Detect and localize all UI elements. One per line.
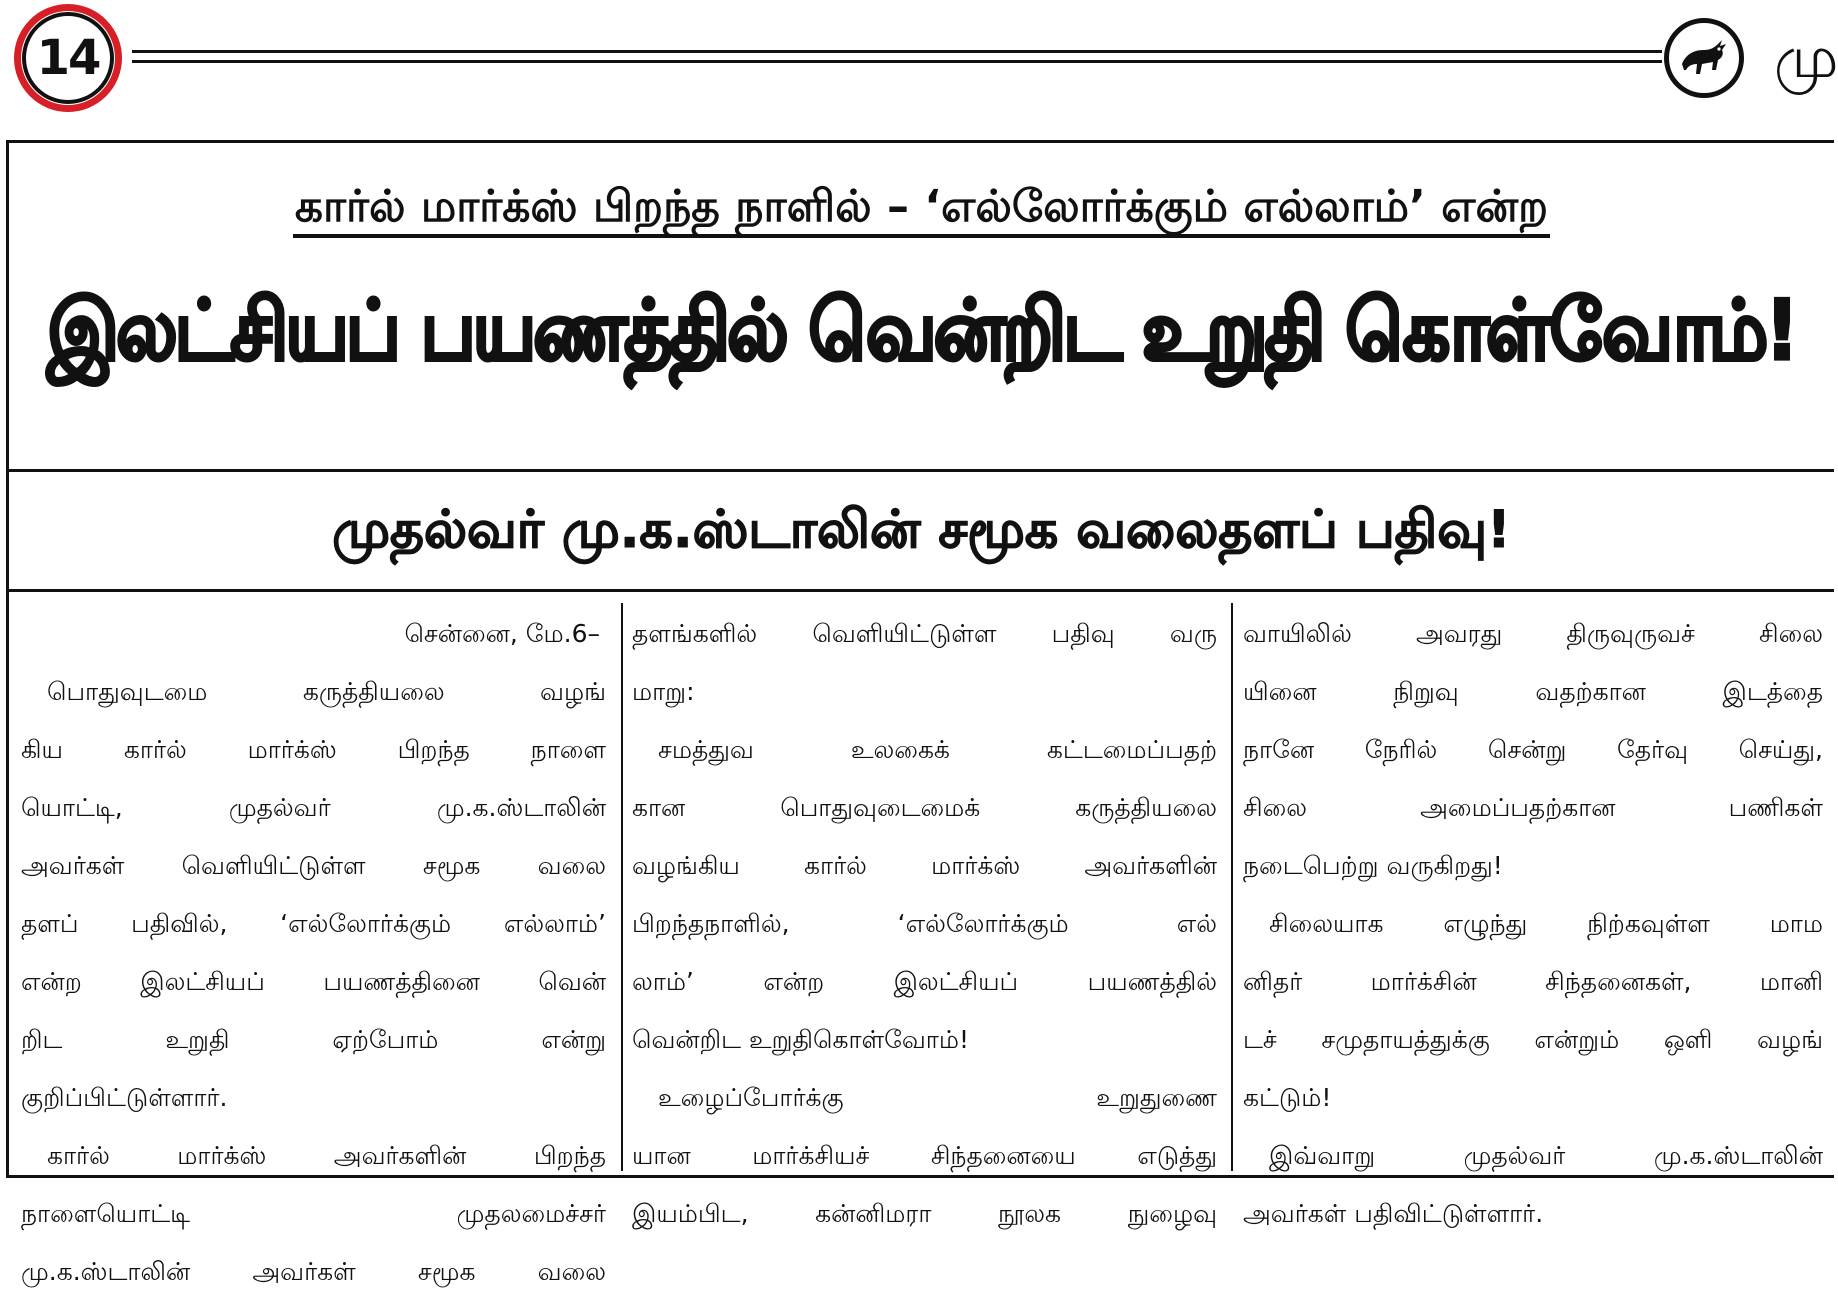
- body-line: பொதுவுடமை கருத்தியலை வழங்: [47, 677, 606, 706]
- body-line: வழங்கிய கார்ல் மார்க்ஸ் அவர்களின்: [632, 851, 1217, 880]
- body-line: யான மார்க்சியச் சிந்தனையை எடுத்து: [632, 1141, 1217, 1170]
- body-line: லாம்’ என்ற இலட்சியப் பயணத்தில்: [632, 967, 1217, 996]
- article-column-3: [1243, 605, 1823, 1228]
- column-divider: [621, 603, 623, 1171]
- body-line: என்ற இலட்சியப் பயணத்தினை வென்: [21, 967, 606, 996]
- article-box: [6, 140, 1834, 1286]
- header-rule-bottom: [132, 60, 1662, 63]
- body-line: குறிப்பிட்டுள்ளார்.: [21, 1083, 228, 1112]
- body-line: அவர்கள் வெளியிட்டுள்ள சமூக வலை: [21, 851, 606, 880]
- body-line: நானே நேரில் சென்று தேர்வு செய்து,: [1243, 735, 1823, 764]
- body-line: றிட உறுதி ஏற்போம் என்று: [21, 1025, 606, 1054]
- body-line: னிதர் மார்க்சின் சிந்தனைகள், மானி: [1243, 967, 1823, 996]
- body-line: யினை நிறுவு வதற்கான இடத்தை: [1243, 677, 1823, 706]
- body-line: சமத்துவ உலகைக் கட்டமைப்பதற்: [658, 735, 1217, 764]
- headline: இலட்சியப் பயணத்தில் வென்றிட உறுதி கொள்வோம்!: [47, 282, 1796, 380]
- masthead-fragment: மு: [1774, 23, 1838, 91]
- subheadline: முதல்வர் மு.க.ஸ்டாலின் சமூக வலைதளப் பதிவு!: [332, 500, 1511, 560]
- header-rule-top: [132, 50, 1662, 53]
- article-column-2: [632, 605, 1217, 1228]
- body-line: கார்ல் மார்க்ஸ் அவர்களின் பிறந்த: [47, 1141, 606, 1170]
- kicker-text: கார்ல் மார்க்ஸ் பிறந்த நாளில் – ‘எல்லோர்க்கும் எல்லாம்’ என்ற: [293, 181, 1550, 238]
- kicker: [9, 181, 1834, 238]
- body-line: உழைப்போர்க்கு உறுதுணை: [658, 1083, 1217, 1112]
- body-line: கிய கார்ல் மார்க்ஸ் பிறந்த நாளை: [21, 735, 606, 764]
- body-line: வாயிலில் அவரது திருவுருவச் சிலை: [1243, 619, 1823, 648]
- body-line: பிறந்தநாளில், ‘எல்லோர்க்கும் எல்: [632, 909, 1217, 938]
- body-line: மாறு:: [632, 677, 695, 706]
- body-line: நடைபெற்று வருகிறது!: [1243, 851, 1503, 880]
- article-column-1: [21, 605, 606, 1286]
- body-line: இயம்பிட, கன்னிமரா நூலக நுழைவு: [632, 1199, 1217, 1228]
- body-line: மு.க.ஸ்டாலின் அவர்கள் சமூக வலை: [21, 1257, 606, 1286]
- body-line: வென்றிட உறுதிகொள்வோம்!: [632, 1025, 969, 1054]
- body-line: யொட்டி, முதல்வர் மு.க.ஸ்டாலின்: [21, 793, 606, 822]
- body-line: டச் சமுதாயத்துக்கு என்றும் ஒளி வழங்: [1243, 1025, 1823, 1054]
- dateline: சென்னை, மே.6–: [404, 619, 600, 648]
- body-line: கட்டும்!: [1243, 1083, 1332, 1112]
- body-line: தளங்களில் வெளியிட்டுள்ள பதிவு வரு: [632, 619, 1217, 648]
- body-line: அவர்கள் பதிவிட்டுள்ளார்.: [1243, 1199, 1544, 1228]
- body-line: கான பொதுவுடைமைக் கருத்தியலை: [632, 793, 1217, 822]
- page-number: 14: [22, 12, 114, 104]
- page-number-badge: [14, 4, 122, 112]
- body-line: நாளையொட்டி முதலமைச்சர்: [21, 1199, 606, 1228]
- body-line: சிலையாக எழுந்து நிற்கவுள்ள மாம: [1269, 909, 1823, 938]
- bull-icon: [1664, 18, 1744, 98]
- divider: [9, 469, 1834, 472]
- divider: [9, 589, 1834, 592]
- body-line: சிலை அமைப்பதற்கான பணிகள்: [1243, 793, 1823, 822]
- column-divider: [1231, 603, 1233, 1171]
- body-line: இவ்வாறு முதல்வர் மு.க.ஸ்டாலின்: [1269, 1141, 1823, 1170]
- body-line: தளப் பதிவில், ‘எல்லோர்க்கும் எல்லாம்’: [21, 909, 606, 938]
